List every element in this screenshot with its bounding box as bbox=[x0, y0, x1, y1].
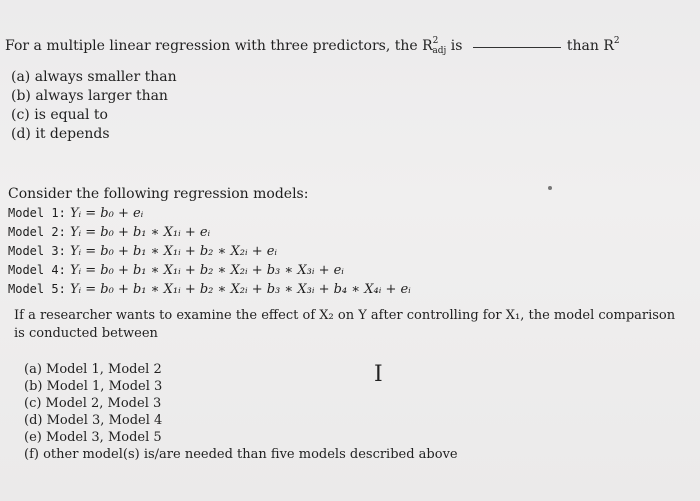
q1-r-subscript: adj bbox=[432, 46, 447, 56]
model-equation: Yᵢ = b₀ + b₁ ∗ X₁ᵢ + eᵢ bbox=[69, 225, 211, 240]
model-row-4 bbox=[8, 261, 411, 280]
q1-suffix-text: than R bbox=[566, 38, 614, 54]
q3-option-d[interactable]: (d) Model 3, Model 4 bbox=[24, 413, 163, 428]
model-row-3 bbox=[8, 242, 411, 261]
answer-blank bbox=[473, 47, 561, 48]
question-3-options bbox=[24, 361, 458, 463]
q3-stem-line-1: If a researcher wants to examine the effect of X₂ on Y after controlling for X₁, the model comparison bbox=[14, 308, 676, 323]
q1-prefix-text: For a multiple linear regression with three predictors, the R bbox=[5, 38, 433, 54]
model-label: Model 2: bbox=[8, 225, 66, 239]
q1-option-a[interactable]: (a) always smaller than bbox=[11, 69, 177, 85]
q3-option-b[interactable]: (b) Model 1, Model 3 bbox=[24, 379, 163, 394]
q1-suffix-superscript: 2 bbox=[613, 36, 620, 46]
q1-r-superscript: 2 bbox=[432, 36, 439, 46]
model-label: Model 5: bbox=[8, 282, 66, 296]
model-row-1 bbox=[8, 204, 411, 223]
model-label: Model 1: bbox=[8, 206, 66, 220]
model-equation: Yᵢ = b₀ + b₁ ∗ X₁ᵢ + b₂ ∗ X₂ᵢ + b₃ ∗ X₃ᵢ + b₄ ∗ X₄ᵢ + eᵢ bbox=[69, 282, 411, 297]
model-row-5 bbox=[8, 280, 411, 299]
text-cursor-icon: I bbox=[374, 362, 383, 387]
model-equation: Yᵢ = b₀ + b₁ ∗ X₁ᵢ + b₂ ∗ X₂ᵢ + b₃ ∗ X₃ᵢ + eᵢ bbox=[69, 263, 344, 278]
model-equation: Yᵢ = b₀ + b₁ ∗ X₁ᵢ + b₂ ∗ X₂ᵢ + eᵢ bbox=[69, 244, 278, 259]
q3-option-c[interactable]: (c) Model 2, Model 3 bbox=[24, 396, 162, 411]
question-1-options bbox=[11, 68, 177, 144]
stray-dot bbox=[548, 186, 552, 190]
question-3-stem bbox=[14, 307, 675, 343]
q1-option-b[interactable]: (b) always larger than bbox=[11, 88, 168, 104]
q3-stem-line-2: is conducted between bbox=[14, 326, 158, 341]
question-2-intro: Consider the following regression models: bbox=[8, 186, 309, 202]
model-equation: Yᵢ = b₀ + eᵢ bbox=[69, 206, 144, 221]
q1-option-d[interactable]: (d) it depends bbox=[11, 126, 110, 142]
q3-option-e[interactable]: (e) Model 3, Model 5 bbox=[24, 430, 162, 445]
question-1-stem bbox=[5, 36, 620, 56]
q1-is-word: is bbox=[446, 38, 467, 54]
q1-option-c[interactable]: (c) is equal to bbox=[11, 107, 108, 123]
model-label: Model 3: bbox=[8, 244, 66, 258]
q3-option-f[interactable]: (f) other model(s) is/are needed than five models described above bbox=[24, 447, 458, 462]
model-row-2 bbox=[8, 223, 411, 242]
model-list bbox=[8, 204, 411, 299]
q3-option-a[interactable]: (a) Model 1, Model 2 bbox=[24, 362, 162, 377]
model-label: Model 4: bbox=[8, 263, 66, 277]
